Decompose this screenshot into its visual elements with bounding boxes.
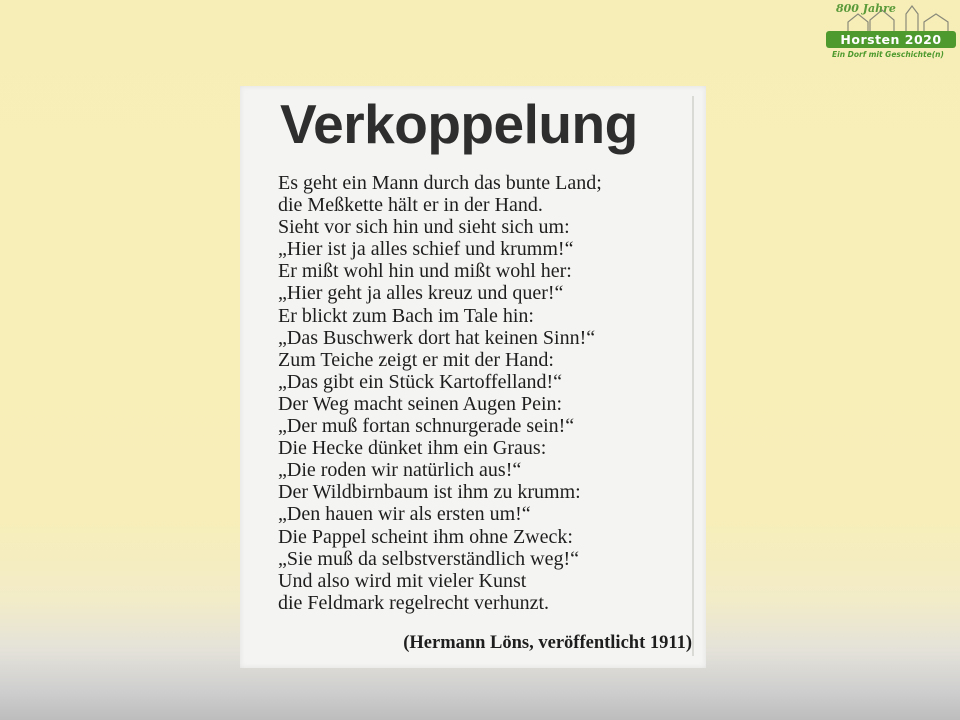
poem-line: Er mißt wohl hin und mißt wohl her: — [278, 260, 572, 283]
poem-line: „Das Buschwerk dort hat keinen Sinn!“ — [278, 326, 596, 349]
poem-line: Zum Teiche zeigt er mit der Hand: — [278, 348, 554, 371]
poem-line: Der Weg macht seinen Augen Pein: — [278, 392, 563, 415]
logo-banner: Horsten 2020 — [826, 31, 956, 48]
poem-line: „Das gibt ein Stück Kartoffelland!“ — [278, 370, 562, 393]
poem-attribution: (Hermann Löns, veröffentlicht 1911) — [403, 633, 692, 653]
poem-text — [278, 172, 602, 614]
poem-line: Die Hecke dünket ihm ein Graus: — [278, 437, 547, 460]
horsten-2020-logo — [822, 0, 960, 64]
poem-line: Die Pappel scheint ihm ohne Zweck: — [278, 525, 573, 548]
poem-line: „Hier ist ja alles schief und krumm!“ — [278, 238, 574, 261]
poem-line: „Sie muß da selbstverständlich weg!“ — [278, 547, 580, 570]
poem-line: Es geht ein Mann durch das bunte Land; — [278, 172, 602, 194]
poem-line: „Die roden wir natürlich aus!“ — [278, 459, 522, 482]
poem-title: Verkoppelung — [280, 93, 638, 155]
poem-line: „Den hauen wir als ersten um!“ — [278, 503, 531, 526]
poem-line: Er blickt zum Bach im Tale hin: — [278, 304, 534, 327]
poem-line: Sieht vor sich hin und sieht sich um: — [278, 216, 570, 239]
logo-tagline: Ein Dorf mit Geschichte(n) — [832, 50, 944, 59]
poem-line: „Hier geht ja alles kreuz und quer!“ — [278, 282, 564, 305]
poem-line: die Meßkette hält er in der Hand. — [278, 194, 543, 217]
poem-line: die Feldmark regelrecht verhunzt. — [278, 591, 549, 614]
poem-line: „Der muß fortan schnurgerade sein!“ — [278, 415, 575, 438]
clipping-edge — [692, 96, 694, 656]
poem-line: Und also wird mit vieler Kunst — [278, 569, 527, 592]
anniversary-label: 800 Jahre — [836, 2, 896, 15]
poem-line: Der Wildbirnbaum ist ihm zu krumm: — [278, 481, 581, 504]
newspaper-clipping — [240, 86, 706, 668]
